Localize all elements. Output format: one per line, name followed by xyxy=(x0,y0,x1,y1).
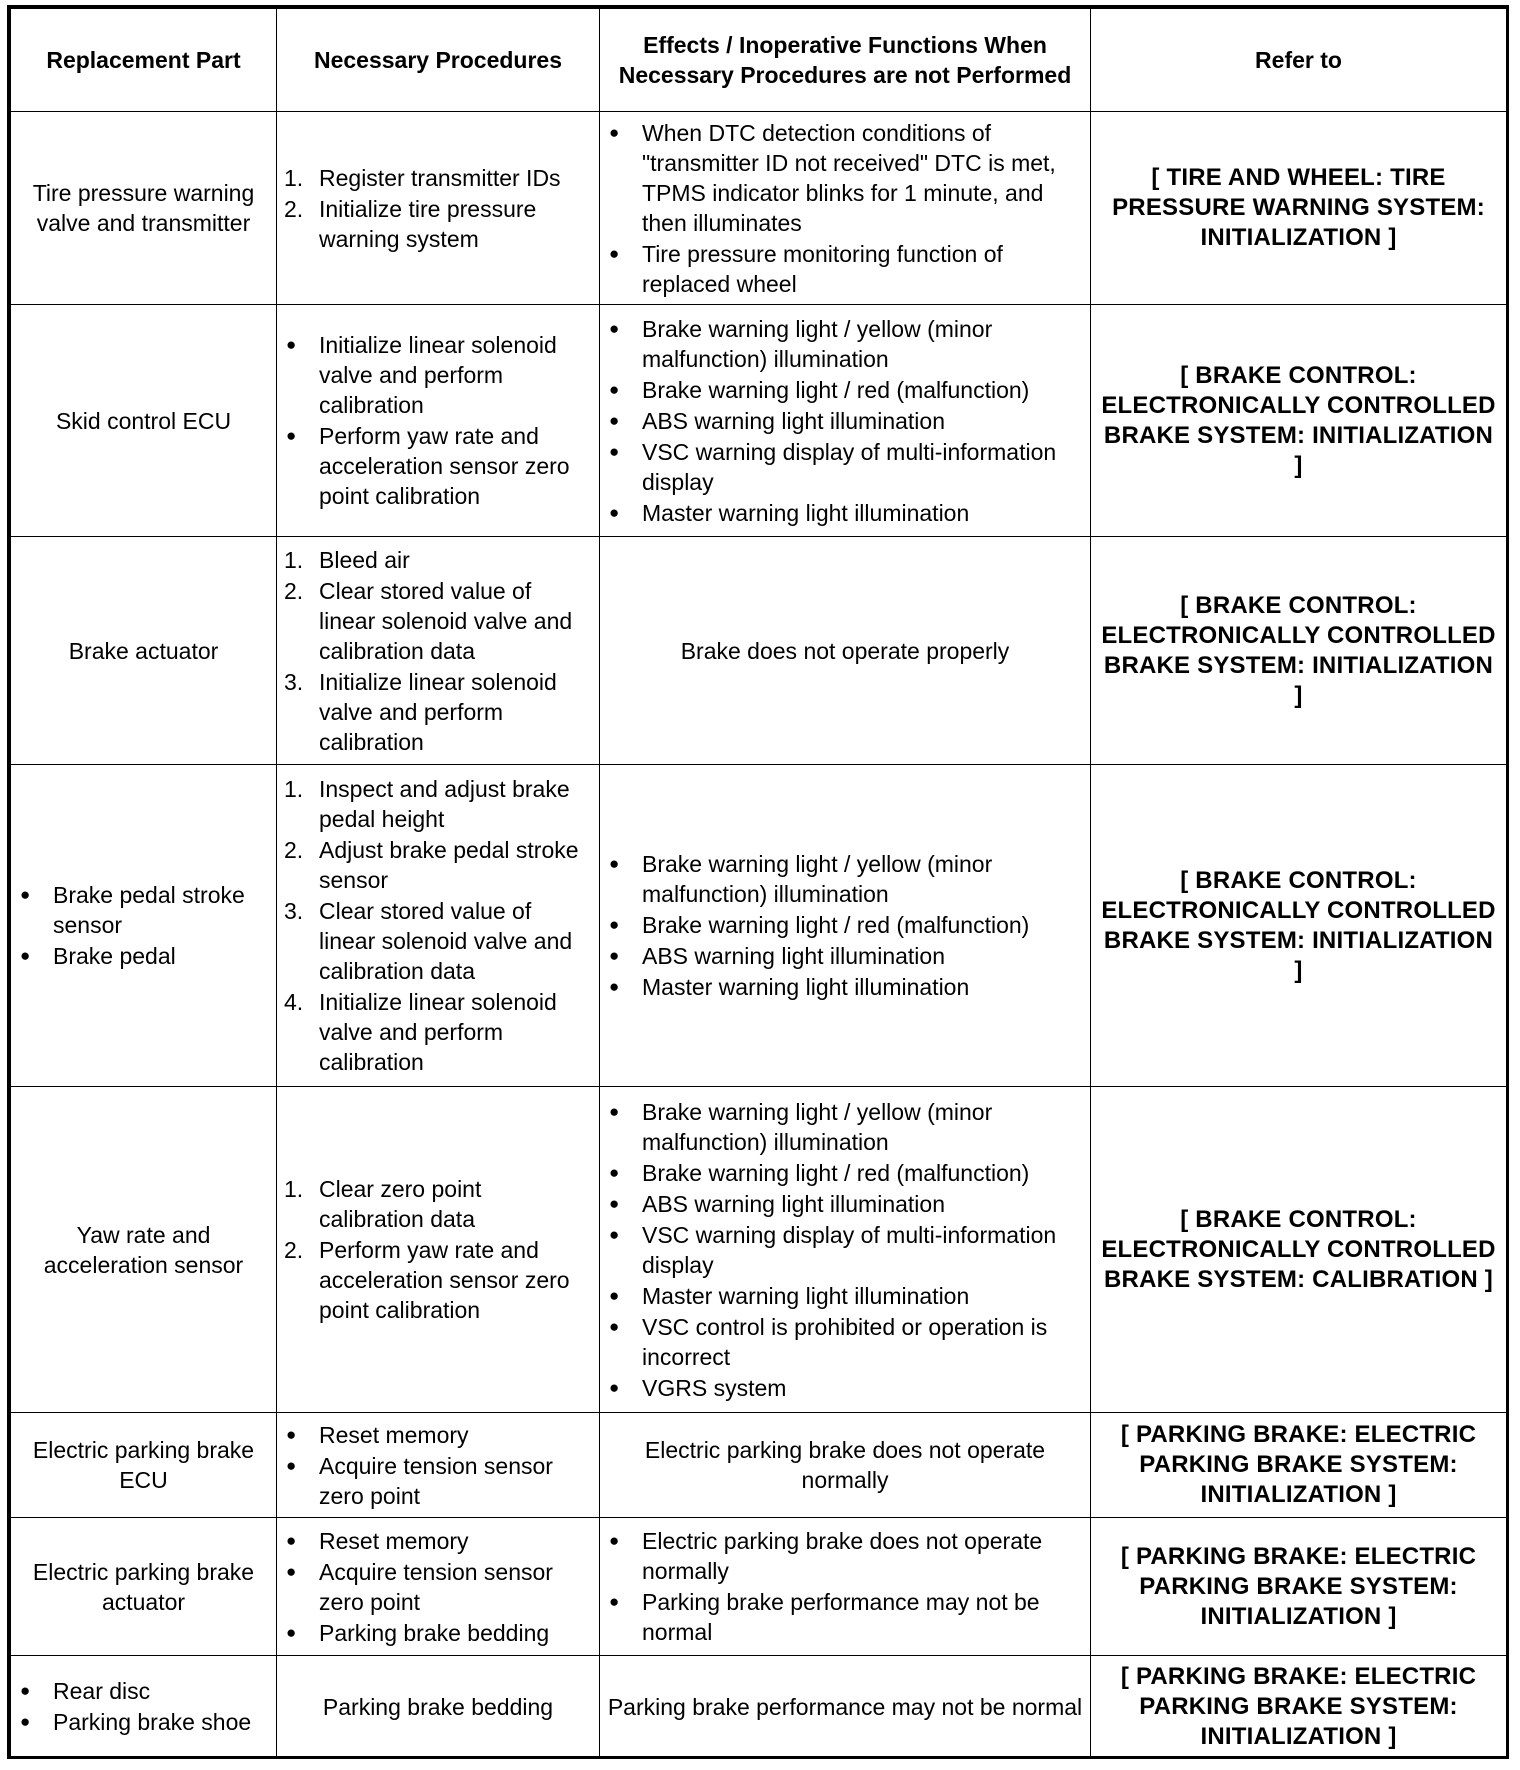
list-item: ● VGRS system xyxy=(607,1373,1083,1403)
list-item: ● Brake warning light / red (malfunction) xyxy=(607,910,1083,940)
step-number: 1. xyxy=(284,164,304,191)
procedure-steps xyxy=(284,1174,592,1325)
cell-necessary-procedures xyxy=(277,765,600,1087)
cell-refer-to xyxy=(1091,1518,1507,1656)
part-list xyxy=(18,1676,269,1737)
header-refer-to: Refer to xyxy=(1091,9,1507,112)
effects-list xyxy=(607,314,1083,528)
step-number: 4. xyxy=(284,989,304,1015)
cell-replacement-part xyxy=(11,1656,277,1758)
list-item: ● Brake pedal stroke sensor xyxy=(18,880,269,940)
list-item: ● Brake warning light / yellow (minor malfunction) illumination xyxy=(607,314,1083,374)
list-item xyxy=(284,667,592,757)
step-number: 2. xyxy=(284,1237,304,1263)
list-item: ● ABS warning light illumination xyxy=(607,406,1083,436)
step-text: Bleed air xyxy=(319,546,410,573)
effects-text: Electric parking brake does not operate normally xyxy=(644,1437,1046,1493)
step-number: 1. xyxy=(284,546,304,573)
list-item: ● Reset memory xyxy=(284,1420,592,1450)
list-item: ● Brake warning light / yellow (minor malfunction) illumination xyxy=(607,1097,1083,1157)
list-item: ● Master warning light illumination xyxy=(607,972,1083,1002)
list-item: ● When DTC detection conditions of "transmitter ID not received" DTC is met, TPMS indicator blinks for 1 minute, and then illuminates xyxy=(607,118,1083,238)
reference-link-text: [ PARKING BRAKE: ELECTRIC PARKING BRAKE SYSTEM: INITIALIZATION ] xyxy=(1120,1421,1477,1508)
list-item: ● Parking brake shoe xyxy=(18,1707,269,1737)
step-text: Initialize linear solenoid valve and perform calibration xyxy=(319,989,557,1075)
reference-link-text: [ TIRE AND WHEEL: TIRE PRESSURE WARNING SYSTEM: INITIALIZATION ] xyxy=(1112,164,1485,251)
list-item: ● Parking brake bedding xyxy=(284,1618,592,1648)
effects-list xyxy=(607,1097,1083,1403)
table-row xyxy=(11,1518,1507,1656)
cell-effects xyxy=(600,1087,1091,1413)
replacement-procedures-table xyxy=(10,8,1507,1758)
cell-replacement-part xyxy=(11,1413,277,1518)
table-row xyxy=(11,305,1507,537)
step-number: 2. xyxy=(284,195,304,222)
list-item: ● ABS warning light illumination xyxy=(607,941,1083,971)
step-number: 3. xyxy=(284,668,304,695)
cell-refer-to xyxy=(1091,305,1507,537)
list-item: ● VSC warning display of multi-information display xyxy=(607,1220,1083,1280)
step-text: Perform yaw rate and acceleration sensor zero point calibration xyxy=(319,1237,570,1323)
procedure-list xyxy=(284,1420,592,1511)
cell-necessary-procedures xyxy=(277,112,600,305)
list-item xyxy=(284,576,592,666)
reference-link-text: [ BRAKE CONTROL: ELECTRONICALLY CONTROLLED BRAKE SYSTEM: INITIALIZATION ] xyxy=(1101,361,1496,479)
list-item xyxy=(284,774,592,834)
cell-replacement-part xyxy=(11,112,277,305)
cell-necessary-procedures xyxy=(277,1087,600,1413)
list-item: ● VSC warning display of multi-information display xyxy=(607,437,1083,497)
cell-refer-to xyxy=(1091,537,1507,765)
list-item: ● Brake warning light / yellow (minor malfunction) illumination xyxy=(607,849,1083,909)
step-number: 2. xyxy=(284,577,304,604)
list-item: ● Rear disc xyxy=(18,1676,269,1706)
cell-effects xyxy=(600,112,1091,305)
part-text: Electric parking brake ECU xyxy=(32,1437,255,1493)
cell-necessary-procedures xyxy=(277,1518,600,1656)
cell-necessary-procedures xyxy=(277,537,600,765)
cell-refer-to xyxy=(1091,1087,1507,1413)
procedure-steps xyxy=(284,163,592,254)
step-number: 2. xyxy=(284,837,304,863)
cell-effects xyxy=(600,305,1091,537)
list-item: ● Master warning light illumination xyxy=(607,498,1083,528)
list-item: ● Initialize linear solenoid valve and perform calibration xyxy=(284,330,592,420)
list-item: ● Brake warning light / red (malfunction) xyxy=(607,1158,1083,1188)
reference-link-text: [ PARKING BRAKE: ELECTRIC PARKING BRAKE SYSTEM: INITIALIZATION ] xyxy=(1120,1542,1477,1630)
procedures-document xyxy=(7,5,1509,1759)
table-row xyxy=(11,112,1507,305)
cell-replacement-part xyxy=(11,1518,277,1656)
step-text: Adjust brake pedal stroke sensor xyxy=(319,837,579,893)
header-necessary-procedures: Necessary Procedures xyxy=(277,9,600,112)
part-text: Tire pressure warning valve and transmitter xyxy=(32,180,255,236)
step-text: Inspect and adjust brake pedal height xyxy=(319,776,570,832)
table-row xyxy=(11,1413,1507,1518)
procedure-steps xyxy=(284,545,592,757)
cell-replacement-part xyxy=(11,305,277,537)
list-item: ● Tire pressure monitoring function of replaced wheel xyxy=(607,239,1083,299)
part-text: Brake actuator xyxy=(68,637,219,664)
step-text: Clear zero point calibration data xyxy=(319,1176,482,1232)
step-text: Clear stored value of linear solenoid valve and calibration data xyxy=(319,577,573,664)
table-header-row xyxy=(11,9,1507,112)
effects-list xyxy=(607,118,1083,299)
step-text: Initialize linear solenoid valve and perform calibration xyxy=(319,668,557,755)
effects-list xyxy=(607,1526,1083,1647)
cell-effects xyxy=(600,1413,1091,1518)
list-item: ● Brake warning light / red (malfunction) xyxy=(607,375,1083,405)
cell-necessary-procedures xyxy=(277,1656,600,1758)
step-text: Register transmitter IDs xyxy=(319,164,561,191)
reference-link-text: [ BRAKE CONTROL: ELECTRONICALLY CONTROLLED BRAKE SYSTEM: INITIALIZATION ] xyxy=(1101,866,1496,984)
cell-replacement-part xyxy=(11,765,277,1087)
cell-refer-to xyxy=(1091,1656,1507,1758)
list-item xyxy=(284,545,592,575)
cell-refer-to xyxy=(1091,1413,1507,1518)
part-text: Yaw rate and acceleration sensor xyxy=(43,1221,244,1278)
reference-link-text: [ BRAKE CONTROL: ELECTRONICALLY CONTROLLED BRAKE SYSTEM: INITIALIZATION ] xyxy=(1101,591,1496,709)
part-text: Skid control ECU xyxy=(55,407,232,434)
table-row xyxy=(11,1656,1507,1758)
header-effects: Effects / Inoperative Functions When Necessary Procedures are not Performed xyxy=(600,9,1091,112)
reference-link-text: [ BRAKE CONTROL: ELECTRONICALLY CONTROLLED BRAKE SYSTEM: CALIBRATION ] xyxy=(1101,1205,1496,1293)
effects-text: Parking brake performance may not be normal xyxy=(607,1693,1083,1720)
cell-refer-to xyxy=(1091,112,1507,305)
part-text: Electric parking brake actuator xyxy=(32,1558,255,1615)
cell-replacement-part xyxy=(11,1087,277,1413)
list-item: ● Parking brake performance may not be normal xyxy=(607,1587,1083,1647)
step-number: 3. xyxy=(284,898,304,924)
list-item: ● Perform yaw rate and acceleration sensor zero point calibration xyxy=(284,421,592,511)
cell-necessary-procedures xyxy=(277,305,600,537)
step-number: 1. xyxy=(284,776,304,802)
list-item xyxy=(284,987,592,1077)
list-item: ● VSC control is prohibited or operation is incorrect xyxy=(607,1312,1083,1372)
step-number: 1. xyxy=(284,1176,304,1202)
list-item: ● Acquire tension sensor zero point xyxy=(284,1451,592,1511)
table-row xyxy=(11,537,1507,765)
cell-effects xyxy=(600,1518,1091,1656)
list-item: ● Electric parking brake does not operate normally xyxy=(607,1526,1083,1586)
cell-replacement-part xyxy=(11,537,277,765)
effects-list xyxy=(607,849,1083,1002)
cell-effects xyxy=(600,765,1091,1087)
list-item: ● Master warning light illumination xyxy=(607,1281,1083,1311)
cell-refer-to xyxy=(1091,765,1507,1087)
list-item xyxy=(284,896,592,986)
cell-necessary-procedures xyxy=(277,1413,600,1518)
step-text: Clear stored value of linear solenoid valve and calibration data xyxy=(319,898,573,984)
procedure-list xyxy=(284,1526,592,1648)
list-item: ● Acquire tension sensor zero point xyxy=(284,1557,592,1617)
header-replacement-part: Replacement Part xyxy=(11,9,277,112)
cell-effects xyxy=(600,1656,1091,1758)
step-text: Initialize tire pressure warning system xyxy=(319,195,537,252)
table-row xyxy=(11,1087,1507,1413)
list-item xyxy=(284,1174,592,1234)
list-item xyxy=(284,835,592,895)
list-item xyxy=(284,163,592,193)
list-item: ● Brake pedal xyxy=(18,941,269,971)
list-item: ● Reset memory xyxy=(284,1526,592,1556)
procedure-list xyxy=(284,330,592,511)
table-row xyxy=(11,765,1507,1087)
part-list xyxy=(18,880,269,971)
list-item xyxy=(284,1235,592,1325)
list-item: ● ABS warning light illumination xyxy=(607,1189,1083,1219)
cell-effects xyxy=(600,537,1091,765)
procedure-text: Parking brake bedding xyxy=(322,1693,554,1720)
list-item xyxy=(284,194,592,254)
effects-text: Brake does not operate properly xyxy=(680,637,1010,664)
procedure-steps xyxy=(284,774,592,1077)
reference-link-text: [ PARKING BRAKE: ELECTRIC PARKING BRAKE SYSTEM: INITIALIZATION ] xyxy=(1120,1662,1477,1750)
